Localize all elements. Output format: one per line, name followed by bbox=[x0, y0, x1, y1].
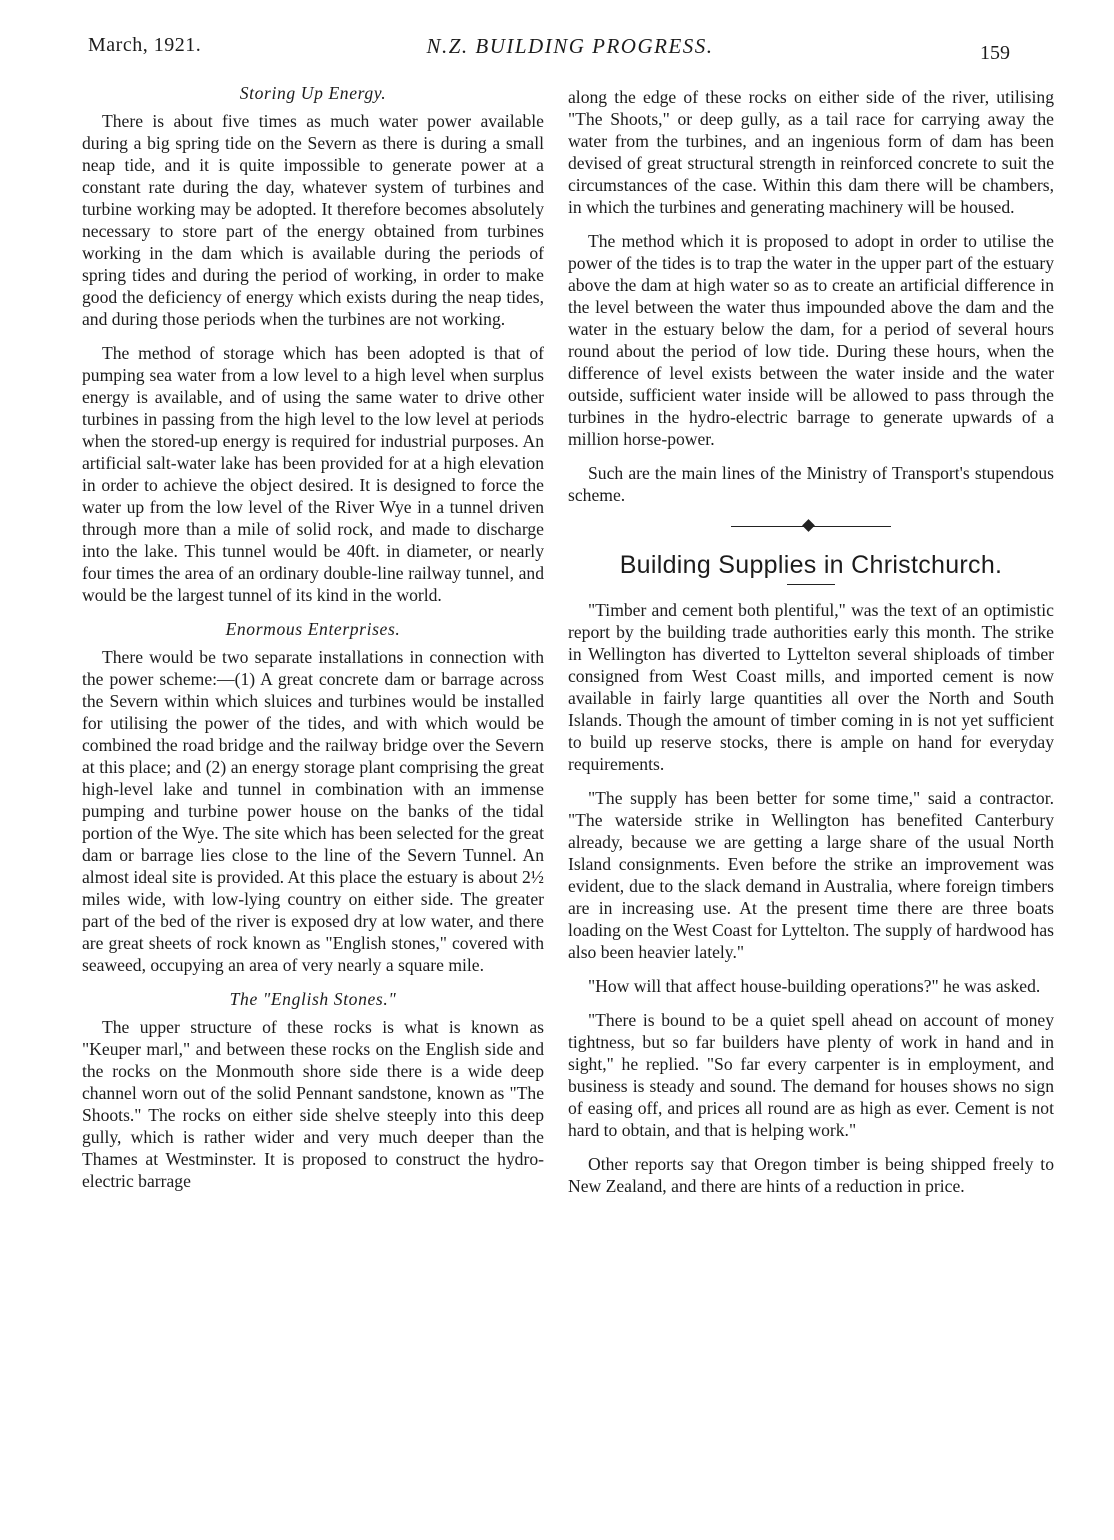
paragraph: The method of storage which has been adopted is that of pumping sea water from a low level to a high level when surplus energy is available, and of using the same water to drive other turbines in passing from the high level to the low level at periods when the stored-up energy is required for industrial purposes. An artificial salt-water lake has been provided for at a high elevation in order to achieve the object desired. It is designed to force the water up from the low level of the River Wye in a tunnel driven through more than a mile of solid rock, and made to discharge into the lake. This tunnel would be 40ft. in diameter, or nearly four times the area of an ordinary double-line railway tunnel, and would be the largest tunnel of its kind in the world. bbox=[82, 343, 544, 605]
section-heading-storing-up-energy: Storing Up Energy. bbox=[239, 83, 387, 103]
paragraph: The upper structure of these rocks is what is known as "Keuper marl," and between these rocks on the English side and the rocks on the Monmouth shore side there is a wide deep channel worn out of the solid Pennant sandstone, known as "The Shoots." The rocks on either side shelve steeply into this deep gully, which is rather wider and very much deeper than the Thames at Westminster. It is proposed to construct the hydro-electric barrage bbox=[82, 1017, 544, 1191]
paragraph: Other reports say that Oregon timber is being shipped freely to New Zealand, and there are hints of a reduction in price. bbox=[568, 1154, 1054, 1196]
diamond-icon bbox=[802, 519, 815, 532]
paragraph: "There is bound to be a quiet spell ahead on account of money tightness, but so far builders have plenty of work in hand and in sight," he replied. "So far every carpenter is in employment, and business is steady and sound. The demand for houses shows no sign of easing off, and prices all round are as high as ever. Cement is not hard to obtain, and that is helping work." bbox=[568, 1010, 1054, 1140]
page-number: 159 bbox=[980, 42, 1010, 64]
article-title: Building Supplies in Christchurch. bbox=[619, 551, 1003, 579]
title-underline bbox=[787, 584, 835, 585]
publication-title: N.Z. BUILDING PROGRESS. bbox=[426, 34, 714, 58]
paragraph-continued: along the edge of these rocks on either side of the river, utilising "The Shoots," or deep gully, as a tail race for carrying away the water from the turbines, and an ingenious form of dam has been devised of great structural strength in reinforced concrete to suit the circumstances of the case. Within this dam there will be chambers, in which the turbines and generating machinery will be housed. bbox=[568, 87, 1054, 217]
right-column bbox=[568, 86, 1054, 1209]
paragraph: "The supply has been better for some time," said a contractor. "The waterside strike in Wellington has benefited Canterbury already, because we are getting a large share of the usual North Island consignments. Even before the strike an improvement was evident, due to the slack demand in Australia, where foreign timbers are in increasing use. At the present time there are three boats loading on the West Coast for Lyttelton. The supply of hardwood has also been heavier lately." bbox=[568, 788, 1054, 962]
paragraph: Such are the main lines of the Ministry of Transport's stupendous scheme. bbox=[568, 463, 1054, 505]
paragraph: The method which it is proposed to adopt in order to utilise the power of the tides is to trap the water in the upper part of the estuary above the dam at high water so as to create an artificial difference in the level between the water thus impounded above the dam and the water in the estuary below the dam, for a period of several hours round about the period of low tide. During these hours, when the difference of level exists between the water inside and the water outside, sufficient water inside will be allowed to pass through the turbines in the hydro-electric barrage to generate upwards of a million horse-power. bbox=[568, 231, 1054, 449]
paragraph: There would be two separate installations in connection with the power scheme:—(1) A great concrete dam or barrage across the Severn within which sluices and turbines would be installed for utilising the power of the tides, and with which would be combined the road bridge and the railway bridge over the Severn at this place; and (2) an energy storage plant comprising the great high-level lake and tunnel in combination with an immense pumping and turbine power house on the banks of the tidal portion of the Wye. The site which has been selected for the great dam or barrage lies close to the line of the Severn Tunnel. An almost ideal site is provided. At this place the estuary is about 2½ miles wide, with low-lying country on either side. The greater part of the bed of the river is exposed dry at low water, and there are great sheets of rock known as "English stones," covered with seaweed, occupying an area of very nearly a square mile. bbox=[82, 647, 544, 975]
paragraph: "Timber and cement both plentiful," was the text of an optimistic report by the building trade authorities early this month. The strike in Wellington has diverted to Lyttelton several shiploads of timber consigned from West Coast mills, and imported cement is now available in fairly large quantities all over the North and South Islands. Though the amount of timber coming in is not yet sufficient to build up reserve stocks, there is ample on hand for everyday requirements. bbox=[568, 600, 1054, 774]
left-column bbox=[82, 82, 544, 1204]
section-divider-ornament bbox=[731, 520, 891, 534]
issue-date: March, 1921. bbox=[88, 34, 202, 56]
section-heading-english-stones: The "English Stones." bbox=[229, 989, 397, 1009]
section-heading-enormous-enterprises: Enormous Enterprises. bbox=[225, 619, 401, 639]
paragraph: There is about five times as much water power available during a big spring tide on the Severn as there is during a small neap tide, and it is quite impossible to generate power at a constant rate during the day, whatever system of turbines and turbine working may be adopted. It therefore becomes absolutely necessary to store part of the energy obtained from turbines working in the dam which is available during the periods of spring tides and during the period of working, in order to make good the deficiency of energy which exists during the neap tides, and during those periods when the turbines are not working. bbox=[82, 111, 544, 329]
paragraph: "How will that affect house-building operations?" he was asked. bbox=[588, 976, 1041, 996]
